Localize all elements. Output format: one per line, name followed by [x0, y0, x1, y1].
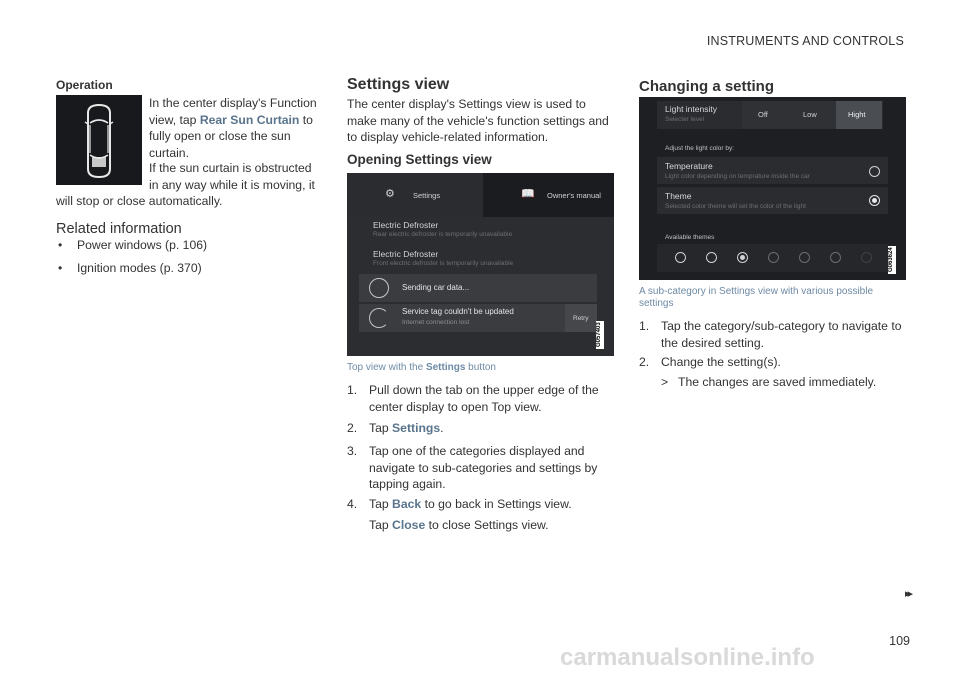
step-item: 1. Tap the category/sub-category to navigate to the desired setting.	[639, 319, 902, 350]
settings-view-title: Settings view	[347, 76, 450, 93]
defroster-row-sub: Rear electric defroster is temporarily unavailable	[373, 231, 513, 238]
step-item: 2. Tap Settings.	[347, 421, 444, 435]
light-intensity-title: Light intensity	[665, 104, 717, 114]
defroster-row-title: Electric Defroster	[373, 220, 439, 230]
rear-sun-curtain-link: Rear Sun Curtain	[199, 112, 300, 127]
defroster-row-title: Electric Defroster	[373, 249, 439, 259]
tab-settings[interactable]: Settings	[413, 191, 441, 200]
top-view-screenshot	[347, 173, 614, 356]
option-low-label: Low	[803, 110, 817, 119]
watermark: carmanualsonline.info	[560, 644, 815, 671]
related-information-heading: Related information	[56, 221, 182, 237]
settings-view-intro: The center display's Settings view is used to make many of the vehicle's function settings and to display vehicle-related information.	[347, 97, 609, 144]
theme-option-radio[interactable]	[675, 252, 686, 263]
theme-option-radio-selected[interactable]	[737, 252, 748, 263]
sending-text: Sending car data...	[402, 283, 470, 292]
step-item: 1. Pull down the tab on the upper edge of the center display to open Top view.	[347, 383, 599, 414]
operation-heading: Operation	[56, 78, 113, 92]
option-hight-label: Hight	[848, 110, 866, 119]
next-page-arrows-icon[interactable]: ▸▸	[904, 588, 910, 600]
section-header: INSTRUMENTS AND CONTROLS	[706, 34, 904, 48]
temperature-sub: Light color depending on temprature inside the car	[665, 173, 810, 180]
theme-radio-selected[interactable]	[869, 195, 880, 206]
related-list	[56, 237, 316, 276]
bullet: •	[58, 238, 63, 252]
service-title: Service tag couldn't be updated	[402, 307, 514, 316]
changing-setting-heading: Changing a setting	[639, 78, 774, 95]
figure-code: G057403	[596, 322, 602, 348]
theme-option-radio[interactable]	[861, 252, 872, 263]
step-result: > The changes are saved immediately.	[661, 375, 877, 389]
service-sub: Internet connection lost	[402, 319, 470, 326]
step-item-continued: Tap Close to close Settings view.	[369, 518, 549, 532]
step-item: 4. Tap Back to go back in Settings view.	[347, 497, 572, 511]
theme-option-radio[interactable]	[830, 252, 841, 263]
cancel-icon[interactable]	[369, 278, 389, 298]
opening-settings-heading: Opening Settings view	[347, 152, 492, 167]
sending-notification	[359, 274, 597, 302]
tab-owners-manual[interactable]: Owner's manual	[547, 191, 601, 200]
related-item[interactable]: • Power windows (p. 106)	[58, 238, 208, 252]
settings-subcategory-screenshot	[639, 97, 906, 280]
bullet: •	[58, 260, 63, 275]
step-item: 2. Change the setting(s).	[639, 355, 781, 369]
changing-steps-list	[639, 318, 907, 398]
figure-code: G063624	[888, 247, 894, 273]
retry-label: Retry	[573, 315, 589, 322]
theme-sub: Selected color theme will set the color of the light	[665, 203, 806, 210]
theme-option-radio[interactable]	[799, 252, 810, 263]
book-icon: 📖	[521, 188, 535, 200]
step-item: 3. Tap one of the categories displayed and navigate to sub-categories and settings by tapping again.	[347, 444, 598, 491]
page-number: 109	[889, 634, 910, 648]
light-intensity-sub: Selecter level	[665, 116, 705, 123]
defroster-row-sub: Front electric defroster is temporarily unavailable	[373, 260, 514, 267]
available-themes-label: Available themes	[665, 234, 715, 241]
theme-option-radio[interactable]	[706, 252, 717, 263]
back-link: Back	[392, 497, 422, 511]
temperature-title: Temperature	[665, 161, 713, 171]
opening-steps-list	[347, 382, 615, 542]
option-off-label: Off	[758, 110, 768, 119]
figure-caption-top-view: Top view with the Settings button	[347, 362, 496, 373]
operation-paragraph-1: In the center display's Function view, tap Rear Sun Curtain to fully open or close the sun curtain.	[149, 96, 317, 160]
related-item[interactable]: • Ignition modes (p. 370)	[58, 260, 202, 275]
theme-option-radio[interactable]	[768, 252, 779, 263]
loading-icon	[369, 308, 389, 328]
settings-gear-icon: ⚙	[385, 188, 395, 200]
adjust-light-label: Adjust the light color by:	[665, 145, 735, 152]
temperature-radio[interactable]	[869, 166, 880, 177]
figure-caption-subcategory: A sub-category in Settings view with various possible settings	[639, 286, 874, 309]
operation-paragraph-2: If the sun curtain is obstructed in any way while it is moving, it will stop or close automatically.	[56, 161, 315, 208]
theme-title: Theme	[665, 191, 692, 201]
result-marker: >	[661, 375, 669, 389]
settings-link: Settings	[392, 421, 441, 435]
close-link: Close	[392, 518, 426, 532]
